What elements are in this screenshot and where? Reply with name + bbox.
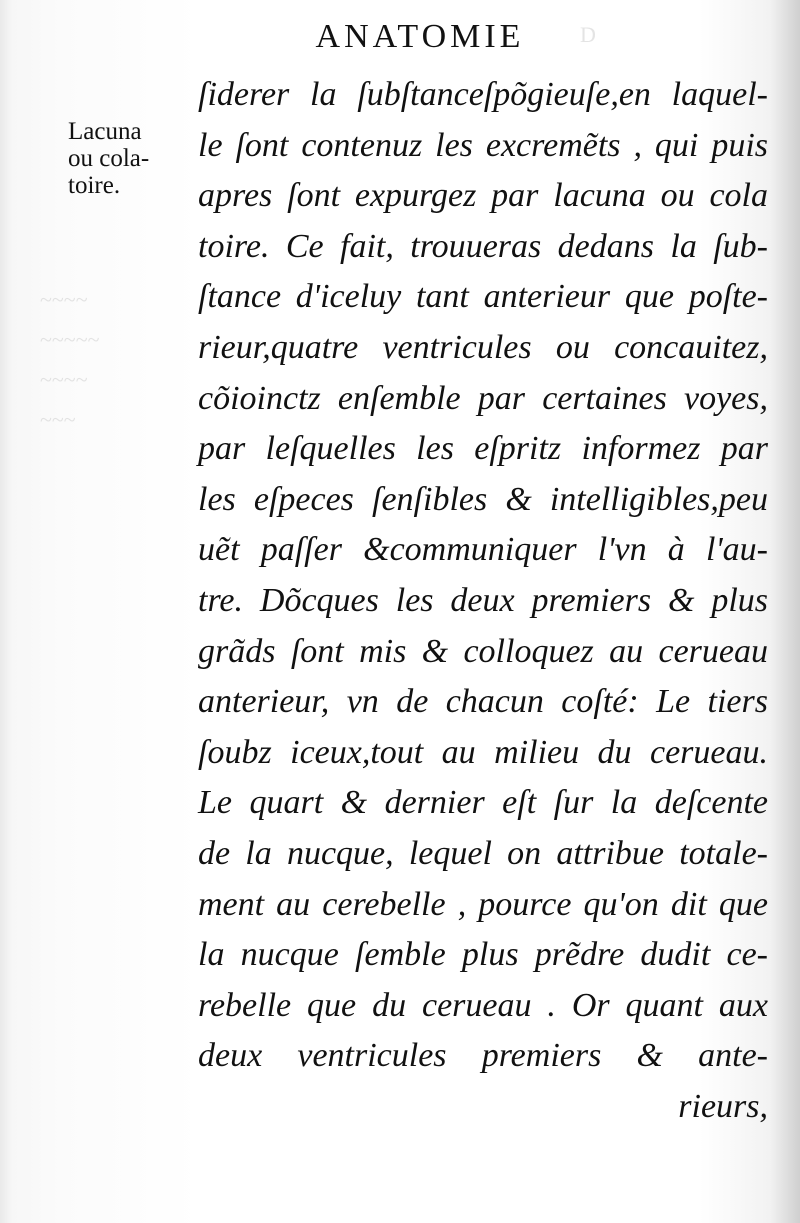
bleed-through-left: ~~~~ ~~~~~ ~~~~ ~~~ [40,287,100,432]
text-line: ment au cerebelle , pource qu'on dit que [198,885,768,923]
text-line: deux ventricules premiers & ante- [198,1037,768,1075]
text-line: Le quart & dernier eſt ſur la deſcente [198,784,768,822]
text-line: ſiderer la ſubſtanceſpõgieuſe,en laquel- [198,76,768,113]
body-text [198,70,768,1132]
margin-note-line: Lacuna [68,118,142,145]
text-line: rebelle que du cerueau . Or quant aux [198,986,768,1024]
text-line: ſoubz iceux,tout au milieu du cerueau. [198,733,768,771]
text-line: par leſquelles les eſpritz informez par [198,430,768,468]
bleed-through-top: D [580,22,596,47]
text-line: cõioinctz enſemble par certaines voyes, [198,379,768,417]
text-line: tre. Dõcques les deux premiers & plus [198,581,768,619]
text-line: le ſont contenuz les excremẽts , qui puis [198,126,768,164]
header-title: ANATOMIE [315,18,525,55]
text-line: rieurs, [678,1087,768,1125]
text-line: de la nucque, lequel on attribue totale- [198,834,768,872]
running-header [0,18,800,56]
text-line: rieur,quatre ventricules ou concauitez, [198,328,768,366]
text-line: toire. Ce fait, trouueras dedans la ſub- [198,227,768,265]
margin-note-line: toire. [68,172,121,199]
margin-note-line: ou cola- [68,145,150,172]
text-line: anterieur, vn de chacun coſté: Le tiers [198,683,768,721]
text-line: grãds ſont mis & colloquez au cerueau [198,632,768,670]
text-line: apres ſont expurgez par lacuna ou cola [198,177,768,215]
margin-note [68,118,188,199]
text-line: la nucque ſemble plus prẽdre dudit ce- [198,936,768,974]
text-line: les eſpeces ſenſibles & intelligibles,peu [198,480,768,518]
text-line: uẽt paſſer &communiquer l'vn à l'au- [198,531,768,569]
text-line: ſtance d'iceluy tant anterieur que poſte- [198,278,768,316]
